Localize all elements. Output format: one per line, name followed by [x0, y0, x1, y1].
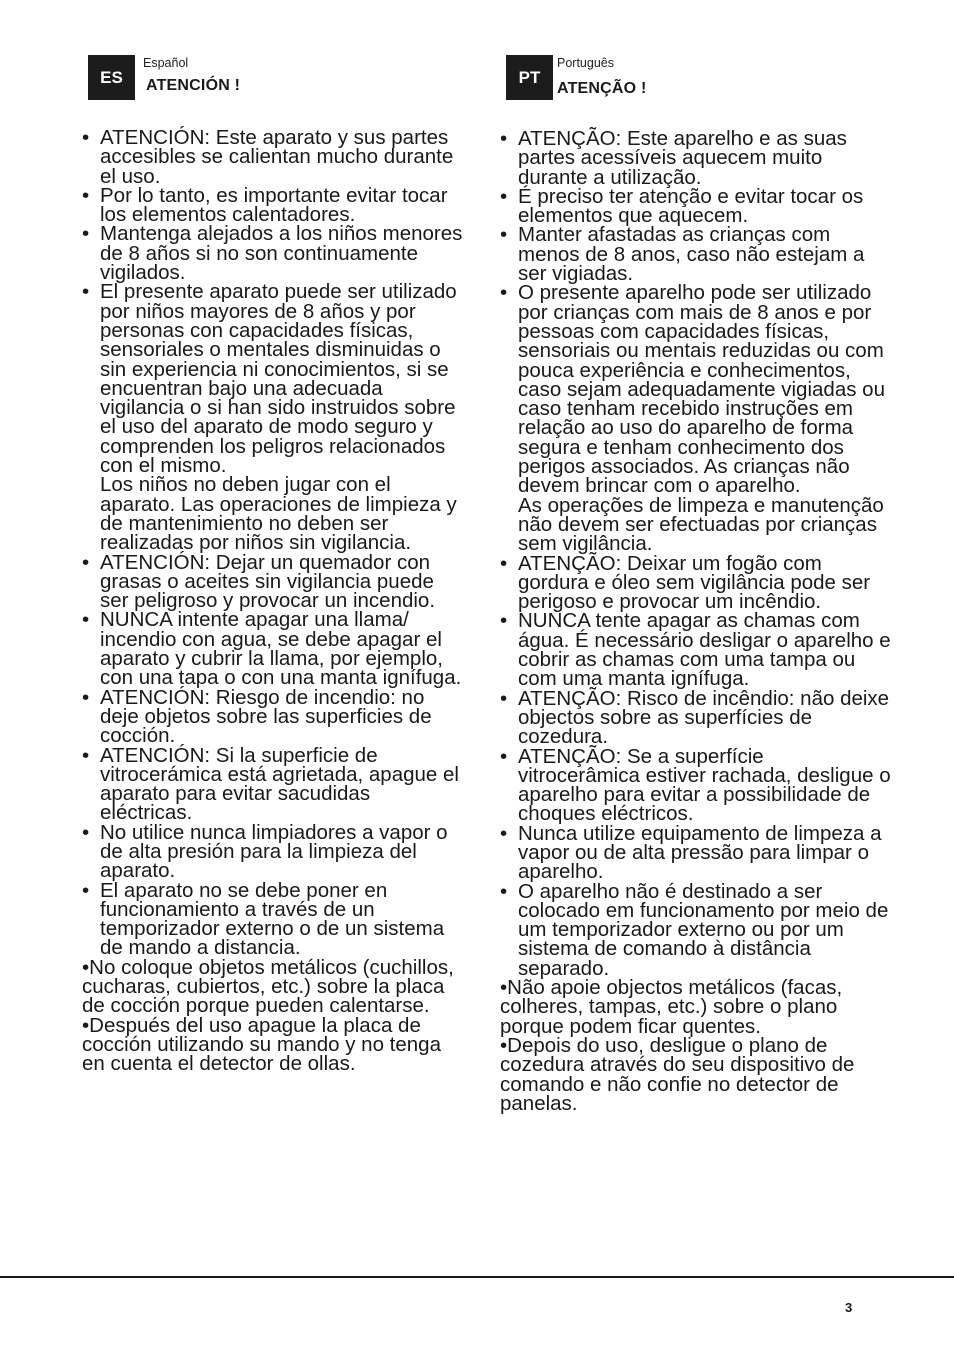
footer-divider	[0, 1276, 954, 1278]
language-badge-pt: PT	[506, 55, 553, 100]
language-name-es: Español	[143, 56, 189, 70]
warning-item: • NUNCA intente apagar una llama/ incendio con agua, se debe apagar el aparato y cubrir la llama, por ejemplo, con una tapa o con una manta ignífuga.	[88, 610, 468, 687]
section-header-pt	[506, 55, 891, 103]
warning-item: • ATENCIÓN: Si la superficie de vitrocerámica está agrietada, apague el aparato para evitar sacudidas eléctricas.	[88, 746, 468, 823]
warning-item: • El presente aparato puede ser utilizado por niños mayores de 8 años y por personas con capacidades físicas, sensoriales o mentales disminuidas o sin experiencia ni conocimientos, si se encuentran bajo una adecuada vigilancia o si han sido instruidos sobre el uso del aparato de modo seguro y comprenden los peligros relacionados con el mismo.	[88, 282, 468, 475]
language-name-pt: Português	[557, 56, 614, 70]
section-header-es	[88, 55, 468, 103]
warning-list-es	[82, 126, 468, 1076]
warning-list-pt	[500, 127, 891, 1115]
warning-item: • O aparelho não é destinado a ser colocado em funcionamento por meio de um temporizador externo ou por um sistema de comando à distância separado.	[506, 882, 891, 978]
warning-item: • ATENÇÃO: Se a superfície vitrocerâmica estiver rachada, desligue o aparelho para evitar a possibilidade de choques eléctricos.	[506, 747, 891, 824]
warning-item: • No utilice nunca limpiadores a vapor o de alta presión para la limpieza del aparato.	[88, 823, 468, 881]
warning-item: • Manter afastadas as crianças com menos de 8 anos, caso não estejam a ser vigiadas.	[506, 225, 891, 283]
warning-item: • Nunca utilize equipamento de limpeza a vapor ou de alta pressão para limpar o aparelho.	[506, 824, 891, 882]
warning-item: • ATENCIÓN: Este aparato y sus partes accesibles se calientan mucho durante el uso.	[88, 128, 468, 186]
warning-item: • É preciso ter atenção e evitar tocar os elementos que aquecem.	[506, 187, 891, 226]
section-title-pt: ATENÇÃO !	[557, 80, 647, 97]
warning-item: • El aparato no se debe poner en funcionamiento a través de un temporizador externo o de un sistema de mando a distancia.	[88, 881, 468, 958]
warning-item: Los niños no deben jugar con el aparato. Las operaciones de limpieza y de mantenimiento no deben ser realizadas por niños sin vigilancia.	[100, 473, 457, 555]
warning-item: •Después del uso apague la placa de cocción utilizando su mando y no tenga en cuenta el detector de ollas.	[82, 1013, 441, 1076]
page-number: 3	[845, 1300, 853, 1315]
warning-item: • Por lo tanto, es importante evitar tocar los elementos calentadores.	[88, 186, 468, 225]
warning-item: As operações de limpeza e manutenção não devem ser efectuadas por crianças sem vigilância.	[518, 493, 884, 556]
warning-item: • Mantenga alejados a los niños menores de 8 años si no son continuamente vigilados.	[88, 224, 468, 282]
section-title-es: ATENCIÓN !	[146, 77, 241, 94]
warning-item: •Depois do uso, desligue o plano de cozedura através do seu dispositivo de comando e não confie no detector de panelas.	[500, 1033, 855, 1115]
warning-item: • ATENÇÃO: Risco de incêndio: não deixe objectos sobre as superfícies de cozedura.	[506, 689, 891, 747]
warning-item: • ATENÇÃO: Este aparelho e as suas partes acessíveis aquecem muito durante a utilização.	[506, 129, 891, 187]
warning-item: • ATENÇÃO: Deixar um fogão com gordura e óleo sem vigilância pode ser perigoso e provocar um incêndio.	[506, 554, 891, 612]
warning-item: • NUNCA tente apagar as chamas com água. É necessário desligar o aparelho e cobrir as chamas com uma tampa ou com uma manta ignífuga.	[506, 611, 891, 688]
warning-item: • ATENCIÓN: Riesgo de incendio: no deje objetos sobre las superficies de cocción.	[88, 688, 468, 746]
language-badge-es: ES	[88, 55, 135, 100]
column-portuguese	[500, 55, 891, 1115]
column-spanish	[82, 55, 468, 1076]
warning-item: • O presente aparelho pode ser utilizado por crianças com mais de 8 anos e por pessoas com capacidades físicas, sensoriais ou mentais reduzidas ou com pouca experiência e conhecimentos, caso sejam adequadamente vigiadas ou caso tenham recebido instruções em relação ao uso do aparelho de forma segura e tenham conhecimento dos perigos associados. As crianças não devem brincar com o aparelho.	[506, 283, 891, 495]
warning-item: •Não apoie objectos metálicos (facas, colheres, tampas, etc.) sobre o plano porque podem ficar quentes.	[500, 976, 843, 1038]
warning-item: •No coloque objetos metálicos (cuchillos, cucharas, cubiertos, etc.) sobre la placa de cocción porque pueden calentarse.	[82, 955, 454, 1018]
warning-item: • ATENCIÓN: Dejar un quemador con grasas o aceites sin vigilancia puede ser peligroso y provocar un incendio.	[88, 553, 468, 611]
